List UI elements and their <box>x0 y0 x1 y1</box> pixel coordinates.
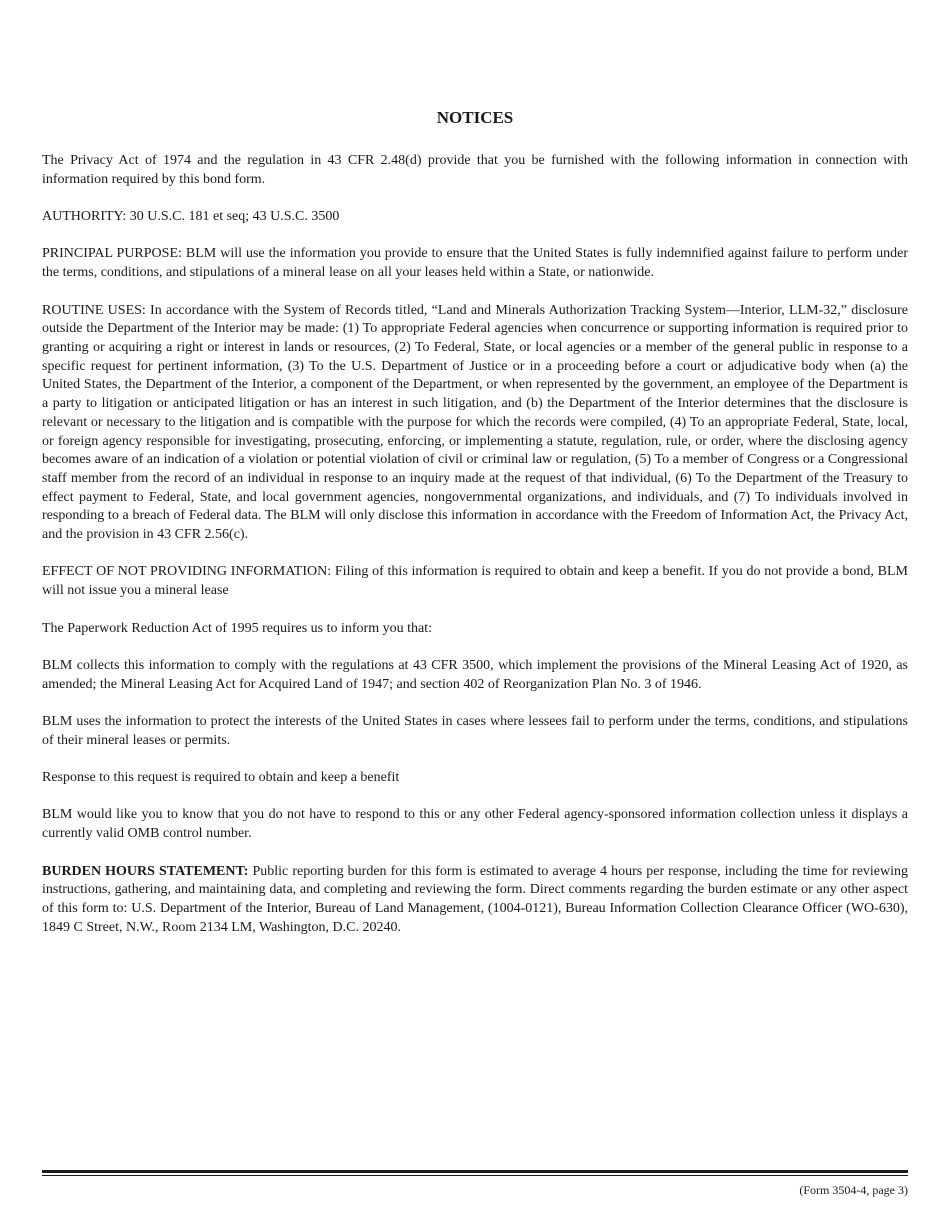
page-title: NOTICES <box>436 108 514 127</box>
notices-body <box>42 152 908 956</box>
form-page-footer: (Form 3504-4, page 3) <box>799 1183 908 1197</box>
footer-rule-thin <box>42 1175 908 1176</box>
principal-purpose-paragraph: PRINCIPAL PURPOSE: BLM will use the information you provide to ensure that the United States is fully indemnified against failure to perform under the terms, conditions, and stipulations of a mineral lease on all your leases held within a State, or nationwide. <box>42 246 908 281</box>
paperwork-intro-paragraph: The Paperwork Reduction Act of 1995 requires us to inform you that: <box>42 620 432 636</box>
footer-rule-thick <box>42 1170 908 1173</box>
omb-notice-paragraph: BLM would like you to know that you do not have to respond to this or any other Federal agency-sponsored information collection unless it displays a currently valid OMB control number. <box>42 807 908 842</box>
effect-of-not-providing-paragraph: EFFECT OF NOT PROVIDING INFORMATION: Filing of this information is required to obtain and keep a benefit. If you do not provide a bond, BLM will not issue you a mineral lease <box>42 564 908 599</box>
routine-uses-paragraph: ROUTINE USES: In accordance with the System of Records titled, “Land and Minerals Authorization Tracking System—Interior, LLM-32,” disclosure outside the Department of the Interior may be made: (1) To appropriate Federal agencies when concurrence or supporting information is required prior to granting or acquiring a right or interest in lands or resources, (2) To Federal, State, or local agencies or a member of the general public in response to a specific request for pertinent information, (3) To the U.S. Department of Justice or in a proceeding before a court or adjudicative body when (a) the United States, the Department of the Interior, a component of the Department, or when represented by the government, an employee of the Department is a party to litigation or anticipated litigation or has an interest in such litigation, and (b) the Department of the Interior determines that the disclosure is relevant or necessary to the litigation and is compatible with the purpose for which the records were compiled, (4) To an appropriate Federal, State, local, or foreign agency responsible for investigating, prosecuting, enforcing, or implementing a statute, regulation, rule, or order, where the disclosing agency becomes aware of an indication of a violation or potential violation of civil or criminal law or regulation, (5) To a member of Congress or a Congressional staff member from the record of an individual in response to an inquiry made at the request of that individual, (6) To the Department of the Treasury to effect payment to Federal, State, and local government agencies, nongovernmental organizations, and individuals, and (7) To individuals involved in responding to a breach of Federal data. The BLM will only disclose this information in accordance with the Freedom of Information Act, the Privacy Act, and the provision in 43 CFR 2.56(c). <box>42 302 908 543</box>
response-required-paragraph: Response to this request is required to obtain and keep a benefit <box>42 770 400 786</box>
privacy-act-intro: The Privacy Act of 1974 and the regulation in 43 CFR 2.48(d) provide that you be furnished with the following information in connection with information required by this bond form. <box>42 153 908 187</box>
burden-hours-text: Public reporting burden for this form is estimated to average 4 hours per response, including the time for reviewing instructions, gathering, and maintaining data, and completing and reviewing the form. Direct comments regarding the burden estimate or any other aspect of this form to: U.S. Department of the Interior, Bureau of Land Management, (1004-0121), Bureau Information Collection Clearance Officer (WO-630), 1849 C Street, N.W., Room 2134 LM, Washington, D.C. 20240. <box>42 863 909 935</box>
blm-uses-paragraph: BLM uses the information to protect the interests of the United States in cases where lessees fail to perform under the terms, conditions, and stipulations of their mineral leases or permits. <box>42 713 908 748</box>
authority-paragraph: AUTHORITY: 30 U.S.C. 181 et seq; 43 U.S.C. 3500 <box>42 209 340 225</box>
burden-hours-paragraph <box>42 863 908 938</box>
burden-hours-label: BURDEN HOURS STATEMENT: <box>42 863 249 879</box>
blm-collects-paragraph: BLM collects this information to comply with the regulations at 43 CFR 3500, which implement the provisions of the Mineral Leasing Act of 1920, as amended; the Mineral Leasing Act for Acquired Land of 1947; and section 402 of Reorganization Plan No. 3 of 1946. <box>42 657 908 692</box>
